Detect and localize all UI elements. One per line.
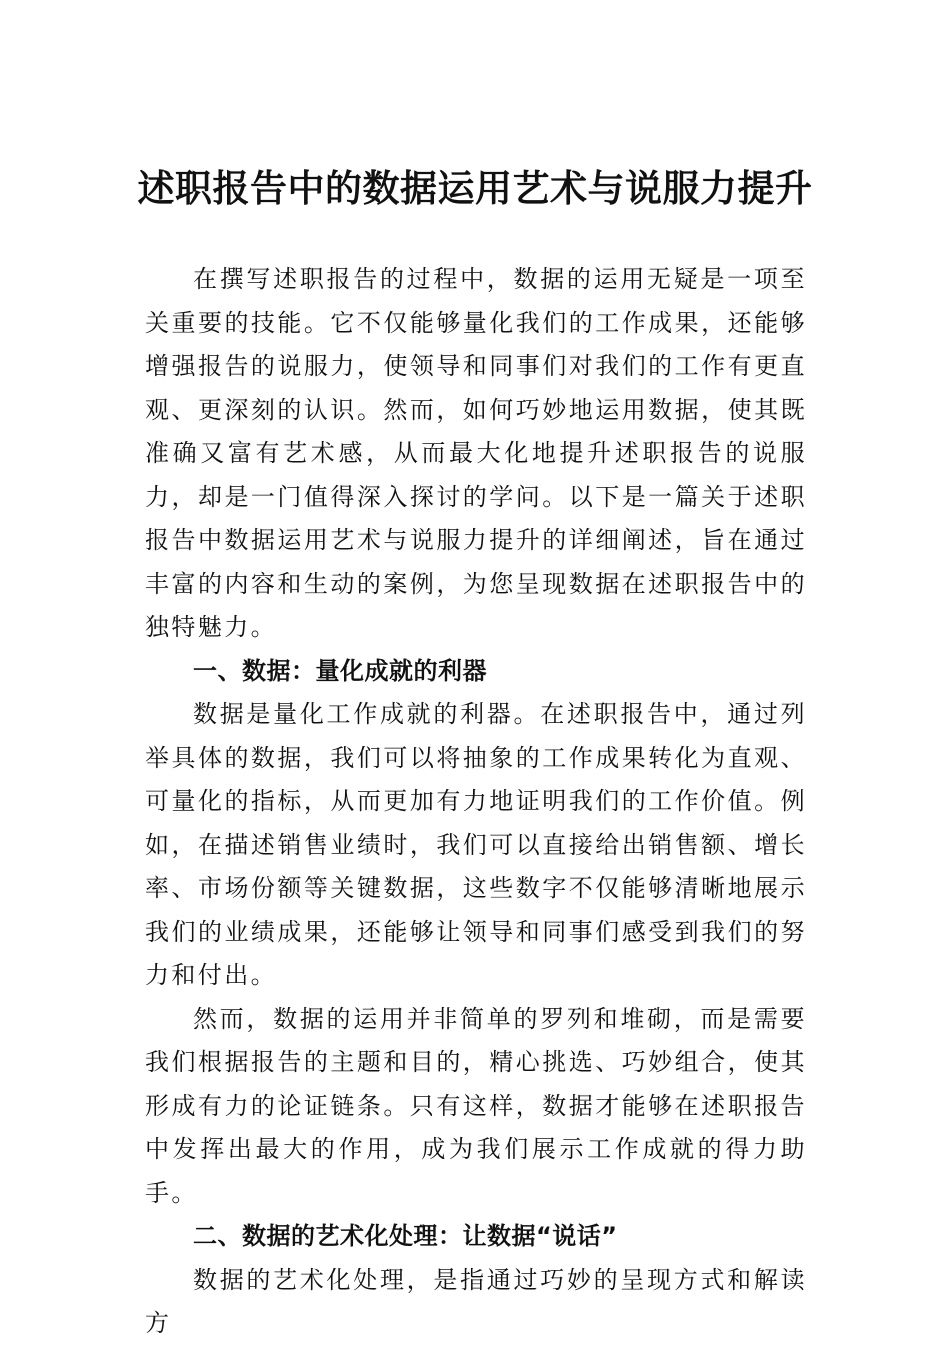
- paragraph-intro: 在撰写述职报告的过程中，数据的运用无疑是一项至关重要的技能。它不仅能够量化我们的工作成果，还能够增强报告的说服力，使领导和同事们对我们的工作有更直观、更深刻的认识。然而，如何巧妙地运用数据，使其既准确又富有艺术感，从而最大化地提升述职报告的说服力，却是一门值得深入探讨的学问。以下是一篇关于述职报告中数据运用艺术与说服力提升的详细阐述，旨在通过丰富的内容和生动的案例，为您呈现数据在述职报告中的独特魅力。: [145, 265, 807, 641]
- section-heading-1: 一、数据：量化成就的利器: [193, 656, 487, 685]
- paragraph-section-1-b: 然而，数据的运用并非简单的罗列和堆砌，而是需要我们根据报告的主题和目的，精心挑选、巧妙组合，使其形成有力的论证链条。只有这样，数据才能够在述职报告中发挥出最大的作用，成为我们展示工作成就的得力助手。: [145, 1004, 807, 1207]
- paragraph-section-1-a: 数据是量化工作成就的利器。在述职报告中，通过列举具体的数据，我们可以将抽象的工作成果转化为直观、可量化的指标，从而更加有力地证明我们的工作价值。例如，在描述销售业绩时，我们可以直接给出销售额、增长率、市场份额等关键数据，这些数字不仅能够清晰地展示我们的业绩成果，还能够让领导和同事们感受到我们的努力和付出。: [145, 700, 807, 989]
- document-title: 述职报告中的数据运用艺术与说服力提升: [137, 166, 813, 210]
- document-body: [145, 258, 807, 1346]
- paragraph-section-2-a: 数据的艺术化处理，是指通过巧妙的呈现方式和解读方: [145, 1265, 807, 1337]
- section-heading-2: 二、数据的艺术化处理：让数据“说话”: [193, 1222, 618, 1250]
